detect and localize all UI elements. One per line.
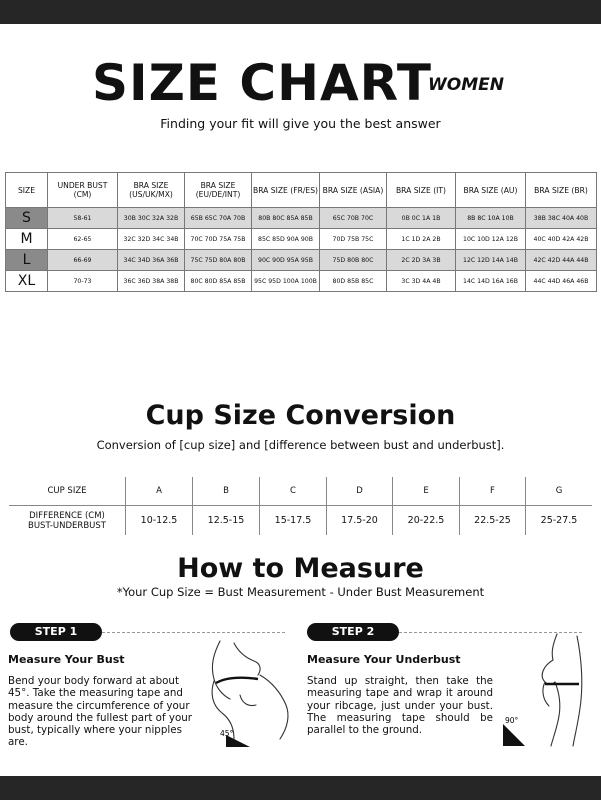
table-cell: 80B 80C 85A 85B <box>252 208 320 229</box>
size-cell: XL <box>6 271 48 292</box>
size-table <box>5 172 597 292</box>
step1-divider <box>102 632 285 633</box>
table-cell: 0B 0C 1A 1B <box>387 208 456 229</box>
table-cell: 3C 3D 4A 4B <box>387 271 456 292</box>
header <box>0 52 601 114</box>
header-cell: BRA SIZE (FR/ES) <box>252 173 320 208</box>
size-cell: L <box>6 250 48 271</box>
table-cell: 14C 14D 16A 16B <box>456 271 526 292</box>
step1-heading: Measure Your Bust <box>8 653 125 666</box>
table-cell: 58-61 <box>48 208 118 229</box>
size-table-header <box>6 173 597 208</box>
table-cell: 38B 38C 40A 40B <box>526 208 597 229</box>
table-cell: 1C 1D 2A 2B <box>387 229 456 250</box>
table-cell: 75C 75D 80A 80B <box>185 250 252 271</box>
table-cell: 95C 95D 100A 100B <box>252 271 320 292</box>
cup-cell: E <box>393 477 460 506</box>
header-cell: BRA SIZE (ASIA) <box>320 173 387 208</box>
cup-size-row <box>9 477 593 506</box>
table-cell: 65B 65C 70A 70B <box>185 208 252 229</box>
table-cell: 10C 10D 12A 12B <box>456 229 526 250</box>
cup-cell: A <box>126 477 193 506</box>
header-cell: UNDER BUST (CM) <box>48 173 118 208</box>
difference-label-line2: BUST-UNDERBUST <box>28 520 106 531</box>
cup-section-subtitle: Conversion of [cup size] and [difference between bust and underbust]. <box>96 438 505 452</box>
top-bar <box>0 0 601 24</box>
header-cell: SIZE <box>6 173 48 208</box>
size-cell: S <box>6 208 48 229</box>
header-cell: BRA SIZE (EU/DE/INT) <box>185 173 252 208</box>
cup-cell: C <box>260 477 327 506</box>
difference-label <box>9 506 126 536</box>
table-cell: 34C 34D 36A 36B <box>118 250 185 271</box>
table-cell: 70D 75B 75C <box>320 229 387 250</box>
cup-cell: G <box>526 477 593 506</box>
cup-size-label: CUP SIZE <box>47 486 87 496</box>
cup-section-title: Cup Size Conversion <box>145 400 456 431</box>
table-row <box>6 229 597 250</box>
difference-cell: 15-17.5 <box>260 506 327 536</box>
step2-heading: Measure Your Underbust <box>307 653 461 666</box>
difference-cell: 10-12.5 <box>126 506 193 536</box>
table-row <box>6 250 597 271</box>
measure-title: How to Measure <box>177 553 424 584</box>
table-cell: 90C 90D 95A 95B <box>252 250 320 271</box>
cup-cell: D <box>327 477 393 506</box>
table-cell: 40C 40D 42A 42B <box>526 229 597 250</box>
header-cell: BRA SIZE (BR) <box>526 173 597 208</box>
table-cell: 85C 85D 90A 90B <box>252 229 320 250</box>
cup-cell: B <box>193 477 260 506</box>
table-cell: 70-73 <box>48 271 118 292</box>
difference-cell: 25-27.5 <box>526 506 593 536</box>
header-cell: BRA SIZE (AU) <box>456 173 526 208</box>
difference-label-line1: DIFFERENCE (CM) <box>29 510 105 521</box>
step2-text: Stand up straight, then take the measuring tape and wrap it around your ribcage, just under your bust. The measuring tape should be parallel to the ground. <box>307 675 493 737</box>
table-cell: 36C 36D 38A 38B <box>118 271 185 292</box>
table-cell: 66-69 <box>48 250 118 271</box>
difference-cell: 12.5-15 <box>193 506 260 536</box>
table-cell: 75D 80B 80C <box>320 250 387 271</box>
measure-subtitle: *Your Cup Size = Bust Measurement - Under Bust Measurement <box>116 585 485 599</box>
bust-figure <box>200 635 300 750</box>
bottom-bar <box>0 776 601 800</box>
size-cell: M <box>6 229 48 250</box>
header-cell: BRA SIZE (IT) <box>387 173 456 208</box>
cup-cell: F <box>460 477 526 506</box>
table-cell: 12C 12D 14A 14B <box>456 250 526 271</box>
header-cell: BRA SIZE (US/UK/MX) <box>118 173 185 208</box>
difference-cell: 20-22.5 <box>393 506 460 536</box>
difference-cell: 22.5-25 <box>460 506 526 536</box>
table-cell: 2C 2D 3A 3B <box>387 250 456 271</box>
table-cell: 30B 30C 32A 32B <box>118 208 185 229</box>
gender-badge: WOMEN <box>428 75 504 95</box>
step1-badge: STEP 1 <box>10 623 102 641</box>
table-cell: 62-65 <box>48 229 118 250</box>
underbust-figure <box>495 630 595 748</box>
cup-table <box>8 476 593 536</box>
table-row <box>6 208 597 229</box>
angle-marker-icon <box>503 724 525 746</box>
difference-cell: 17.5-20 <box>327 506 393 536</box>
table-cell: 8B 8C 10A 10B <box>456 208 526 229</box>
table-cell: 42C 42D 44A 44B <box>526 250 597 271</box>
table-cell: 44C 44D 46A 46B <box>526 271 597 292</box>
page-title: SIZE CHART <box>92 54 433 112</box>
step1-angle-label: 45° <box>220 729 234 738</box>
table-row <box>6 271 597 292</box>
table-cell: 65C 70B 70C <box>320 208 387 229</box>
table-cell: 70C 70D 75A 75B <box>185 229 252 250</box>
page-subtitle: Finding your fit will give you the best answer <box>160 116 441 131</box>
table-cell: 80D 85B 85C <box>320 271 387 292</box>
table-cell: 32C 32D 34C 34B <box>118 229 185 250</box>
step2-badge: STEP 2 <box>307 623 399 641</box>
step2-angle-label: 90° <box>505 716 519 725</box>
step1-text: Bend your body forward at about 45°. Take the measuring tape and measure the circumference of your body around the fullest part of your bust, typically where your nipples are. <box>8 675 193 749</box>
difference-row <box>9 506 593 536</box>
table-cell: 80C 80D 85A 85B <box>185 271 252 292</box>
